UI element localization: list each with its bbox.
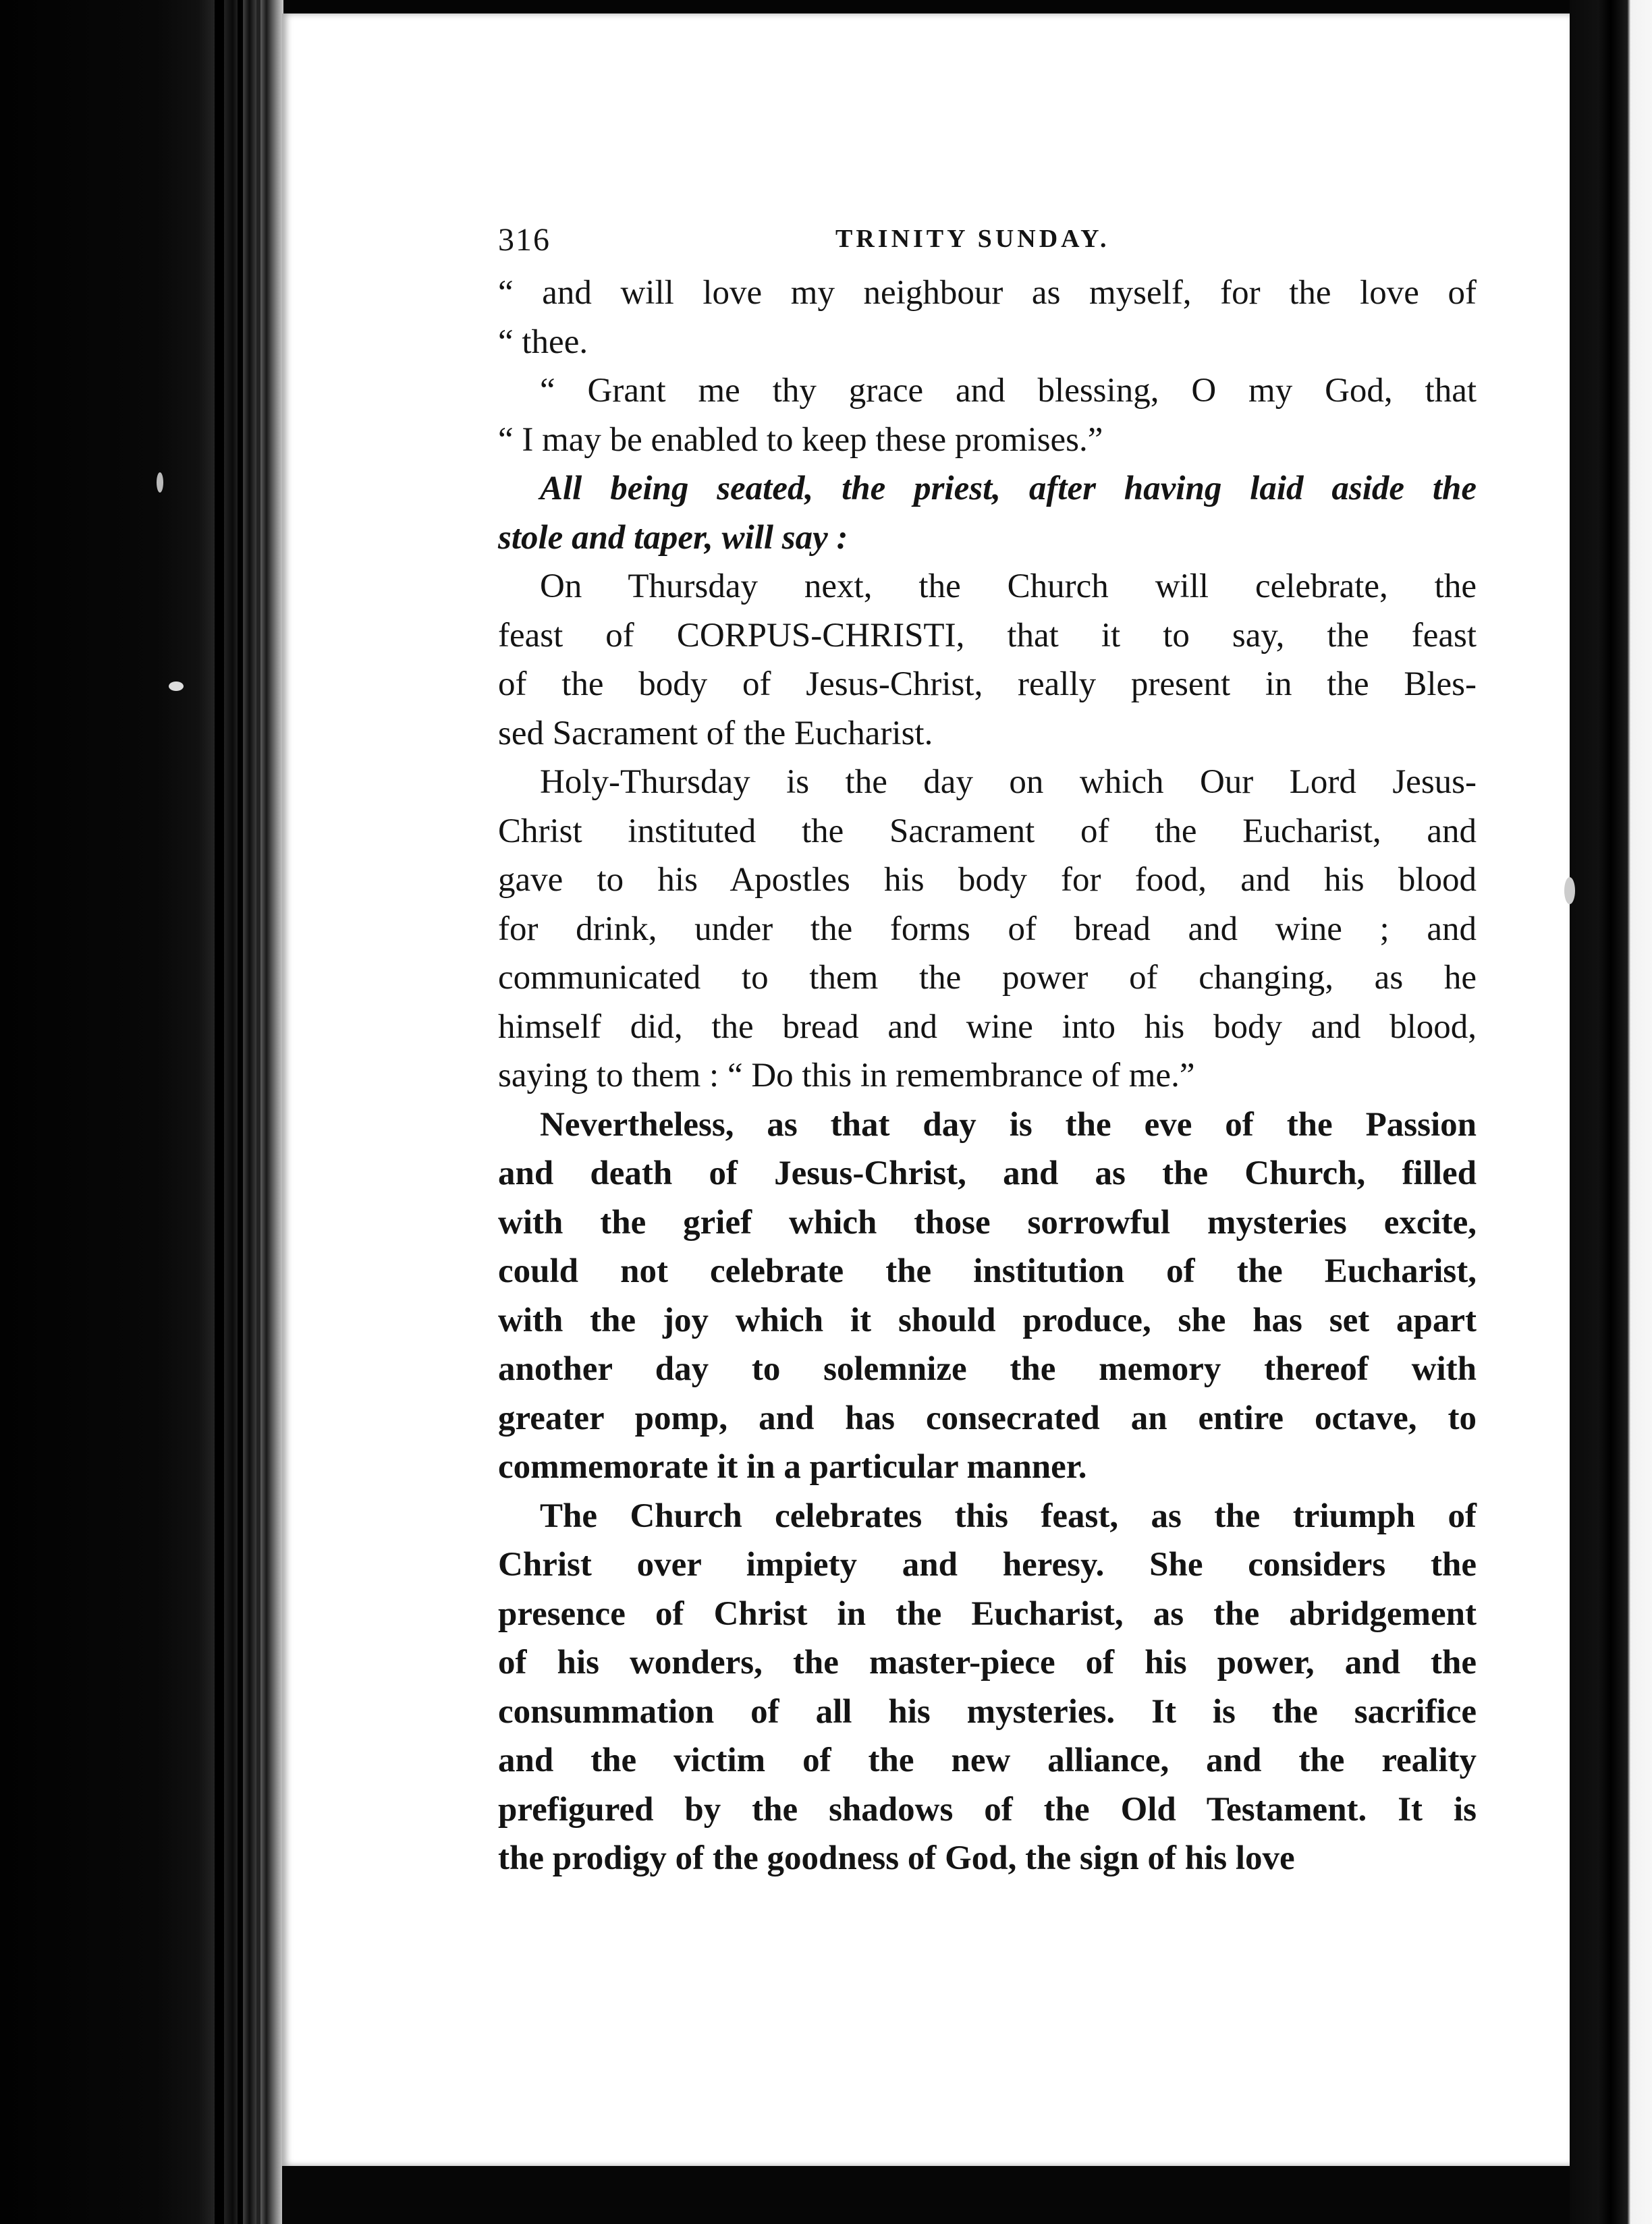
text-line: feast of CORPUS-CHRISTI, that it to say, the feast [498,616,1477,655]
paragraph [498,366,1477,464]
body-text [498,269,1477,1883]
paragraph [498,758,1477,1101]
text-line: himself did, the bread and wine into his body and blood, [498,1007,1477,1046]
page-number: 316 [498,222,551,258]
text-line: of his wonders, the master-piece of his power, and the [498,1644,1477,1681]
paragraph [498,1101,1477,1492]
scan-speck [157,472,163,493]
text-line: greater pomp, and has consecrated an entire octave, to [498,1399,1477,1437]
text-line: Christ instituted the Sacrament of the Eucharist, and [498,812,1477,850]
text-line: the prodigy of the goodness of God, the sign of his love [498,1839,1295,1877]
running-head [498,215,1477,269]
text-line: On Thursday next, the Church will celebrate, the [540,567,1477,605]
text-line: another day to solemnize the memory thereof with [498,1350,1477,1388]
text-line: communicated to them the power of changing, as he [498,959,1477,997]
text-line: with the joy which it should produce, she has set apart [498,1301,1477,1339]
page-text [498,215,1477,1883]
text-line: saying to them : “ Do this in remembrance of me.” [498,1057,1195,1094]
text-line: and death of Jesus-Christ, and as the Church, filled [498,1155,1477,1192]
text-line: presence of Christ in the Eucharist, as the abridgement [498,1594,1477,1633]
text-line: The Church celebrates this feast, as the triumph of [540,1497,1477,1535]
text-line: commemorate it in a particular manner. [498,1448,1087,1486]
text-line: for drink, under the forms of bread and wine ; and [498,910,1477,948]
scan-speck [1564,877,1575,904]
paragraph [498,562,1477,758]
text-line: prefigured by the shadows of the Old Testament. It is [498,1790,1477,1829]
text-line: consummation of all his mysteries. It is the sacrifice [498,1692,1477,1731]
text-line: Christ over impiety and heresy. She considers the [498,1546,1477,1584]
spine-edge-line [256,0,260,2224]
text-line: Holy-Thursday is the day on which Our Lord Jesus- [540,763,1477,801]
text-line: with the grief which those sorrowful mysteries excite, [498,1203,1477,1242]
text-line: “ I may be enabled to keep these promises.” [498,420,1103,459]
running-title: TRINITY SUNDAY. [835,225,1110,253]
text-line: of the body of Jesus-Christ, really present in the Bles- [498,665,1477,703]
text-line: and the victim of the new alliance, and the reality [498,1742,1477,1779]
text-line: “ and will love my neighbour as myself, for the love of [498,274,1477,312]
text-line: could not celebrate the institution of the Eucharist, [498,1252,1477,1290]
text-line: Nevertheless, as that day is the eve of the Passion [540,1105,1477,1144]
spine-edge-line [238,0,243,2224]
rubric-paragraph [498,464,1477,562]
paragraph [498,1492,1477,1883]
text-line: gave to his Apostles his body for food, and his blood [498,861,1477,899]
paragraph [498,269,1477,366]
text-line: “ thee. [498,323,588,361]
text-line: All being seated, the priest, after having laid aside the [540,470,1477,507]
text-line: “ Grant me thy grace and blessing, O my God, that [540,372,1477,410]
scan-speck [169,682,184,691]
page-bottom-shadow [282,2166,1570,2224]
spine-edge-line [215,0,224,2224]
text-line: sed Sacrament of the Eucharist. [498,714,933,752]
text-line: stole and taper, will say : [498,518,848,557]
next-page-edge [1570,0,1652,2224]
